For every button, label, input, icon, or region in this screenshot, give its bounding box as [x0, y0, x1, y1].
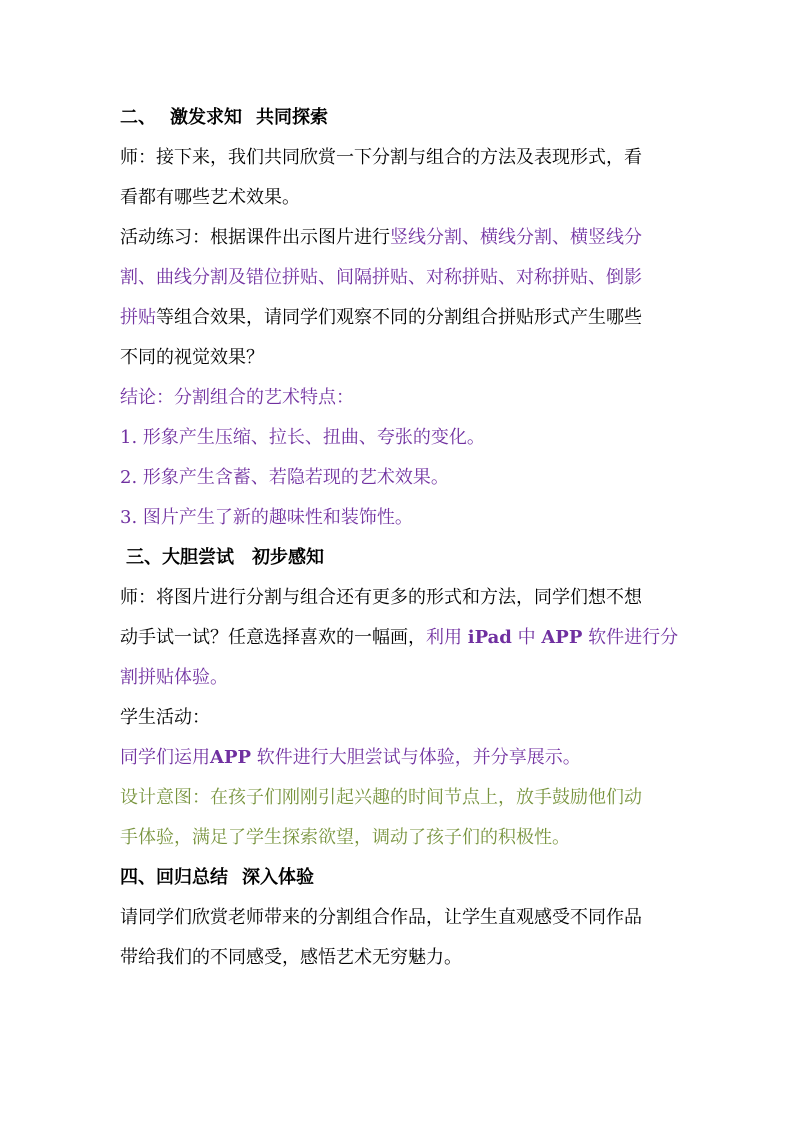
conclusion-item-1: 1. 形象产生压缩、拉长、扭曲、夸张的变化。: [120, 427, 485, 448]
section-3-highlight-a: 利用: [426, 627, 468, 648]
student-activity-title: 学生活动：: [120, 707, 210, 728]
app-label: APP: [541, 627, 583, 648]
conclusion-item-2: 2. 形象产生含蓄、若隐若现的艺术效果。: [120, 467, 449, 488]
section-4-line-2: 带给我们的不同感受，感悟艺术无穷魅力。: [120, 947, 462, 968]
conclusion-title: 结论：分割组合的艺术特点：: [120, 387, 354, 408]
design-intent-line-2: 手体验，满足了学生探索欲望，调动了孩子们的积极性。: [120, 827, 570, 848]
activity-rest-3: 等组合效果，请同学们观察不同的分割组合拼贴形式产生哪些: [156, 307, 642, 328]
section-2-heading: [120, 98, 680, 138]
section-2-title-b: 共同探索: [256, 107, 328, 128]
section-3-title-b: 初步感知: [252, 547, 324, 568]
section-4-title-b: 深入体验: [242, 867, 314, 888]
section-4-title-a: 四、回归总结: [120, 867, 228, 888]
student-app-label: APP: [210, 747, 252, 768]
section-3-highlight-e: 软件进行分: [582, 627, 679, 648]
activity-highlight-3: 拼贴: [120, 307, 156, 328]
section-3-heading: [120, 538, 680, 578]
activity-line-2: 割、曲线分割及错位拼贴、间隔拼贴、对称拼贴、对称拼贴、倒影: [120, 267, 642, 288]
section-3-teacher-line-2: [120, 618, 680, 658]
activity-highlight-1: 竖线分割、横线分割、横竖线分: [390, 227, 642, 248]
activity-line-4: 不同的视觉效果？: [120, 347, 264, 368]
section-4-heading: [120, 858, 680, 898]
section-2-number: 二、: [120, 107, 156, 128]
ipad-label: iPad: [467, 627, 512, 648]
student-line-a: 同学们运用: [120, 747, 210, 768]
student-activity-line: [120, 738, 680, 778]
section-3-teacher-prefix: 动手试一试？任意选择喜欢的一幅画，: [120, 627, 426, 648]
activity-line-1: [120, 218, 680, 258]
design-intent-line-1: 设计意图：在孩子们刚刚引起兴趣的时间节点上，放手鼓励他们动: [120, 787, 642, 808]
section-2-teacher-line-1: 师：接下来，我们共同欣赏一下分割与组合的方法及表现形式，看: [120, 147, 642, 168]
section-3-teacher-line-3: 割拼贴体验。: [120, 667, 228, 688]
section-2-teacher-line-2: 看都有哪些艺术效果。: [120, 187, 300, 208]
document-page: [120, 98, 680, 978]
section-3-highlight-c: 中: [511, 627, 542, 648]
section-2-title-a: 激发求知: [170, 107, 242, 128]
section-4-line-1: 请同学们欣赏老师带来的分割组合作品，让学生直观感受不同作品: [120, 907, 642, 928]
conclusion-item-3: 3. 图片产生了新的趣味性和装饰性。: [120, 507, 413, 528]
section-3-teacher-line-1: 师：将图片进行分割与组合还有更多的形式和方法，同学们想不想: [120, 587, 642, 608]
activity-line-3: [120, 298, 680, 338]
section-3-title-a: 三、大胆尝试: [126, 547, 234, 568]
activity-prefix: 活动练习：根据课件出示图片进行: [120, 227, 390, 248]
student-line-c: 软件进行大胆尝试与体验，并分享展示。: [251, 747, 581, 768]
